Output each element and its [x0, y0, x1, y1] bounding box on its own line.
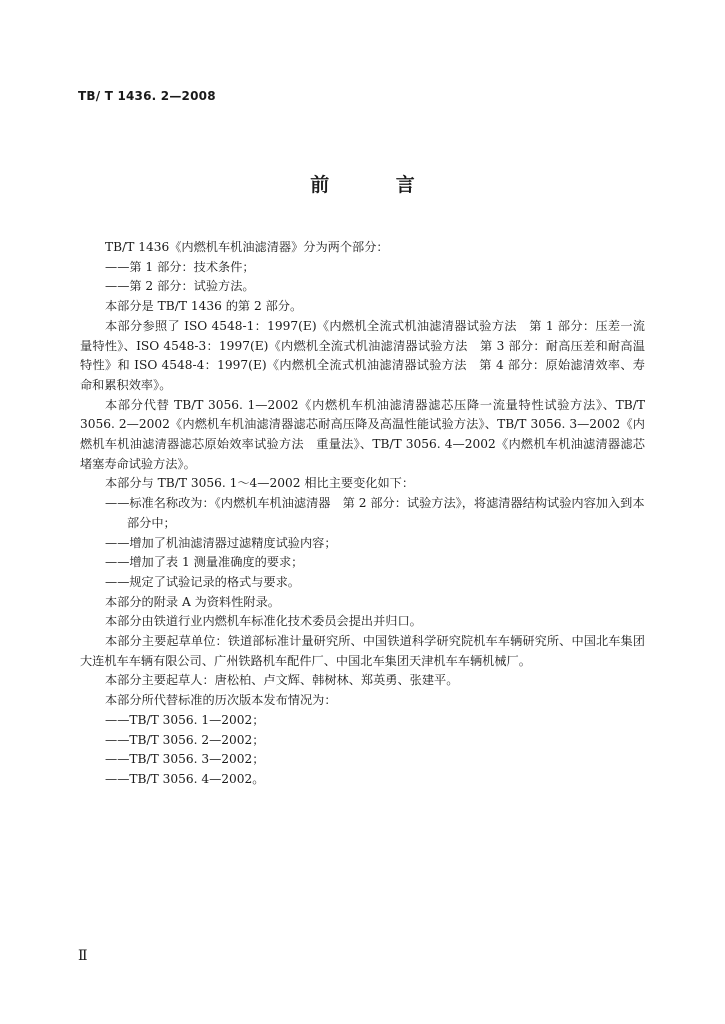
paragraph-this-part: 本部分是 TB/T 1436 的第 2 部分。 — [105, 299, 303, 314]
list-item-change-title: ——标准名称改为：《内燃机车机油滤清器 第 2 部分：试验方法》，将滤清器结构试验内容加入到本部分中； — [105, 496, 645, 530]
paragraph-references: 本部分参照了 ISO 4548-1：1997(E)《内燃机全流式机油滤清器试验方法 第 1 部分：压差一流量特性》、ISO 4548-3：1997(E)《内燃机全流式机油滤清器试验方法 第 3 部分：耐高压差和耐高温特性》和 ISO 4548-4：1997(E)《内燃机全流式机油滤清器试验方法 第 4 部分：原始滤清效率、寿命和累积效率》。 — [80, 318, 645, 392]
list-item-change-accuracy: ——增加了表 1 测量准确度的要求； — [105, 555, 304, 570]
paragraph-history-intro: 本部分所代替标准的历次版本发布情况为： — [105, 693, 337, 708]
paragraph-parts-intro: TB/T 1436《内燃机车机油滤清器》分为两个部分： — [105, 240, 389, 254]
list-item-history-1: ——TB/T 3056. 1—2002； — [105, 712, 265, 727]
list-item-history-4: ——TB/T 3056. 4—2002。 — [105, 771, 265, 786]
paragraph-proposer: 本部分由铁道行业内燃机车标准化技术委员会提出并归口。 — [105, 614, 422, 629]
list-item-history-2: ——TB/T 3056. 2—2002； — [105, 732, 265, 747]
standard-code: TB/ T 1436. 2—2008 — [78, 89, 216, 103]
list-item-history-3: ——TB/T 3056. 3—2002； — [105, 752, 265, 767]
page-number: Ⅱ — [78, 948, 88, 964]
list-item-part2: ——第 2 部分：试验方法。 — [105, 279, 255, 294]
paragraph-drafting-units: 本部分主要起草单位：铁道部标准计量研究所、中国铁道科学研究院机车车辆研究所、中国北车集团大连机车车辆有限公司、广州铁路机车配件厂、中国北车集团天津机车车辆机械厂。 — [80, 634, 645, 668]
paragraph-drafters: 本部分主要起草人：唐松柏、卢文辉、韩树林、郑英勇、张建平。 — [105, 673, 459, 688]
paragraph-annex: 本部分的附录 A 为资料性附录。 — [105, 594, 280, 609]
foreword-body — [80, 238, 645, 790]
paragraph-replaces: 本部分代替 TB/T 3056. 1—2002《内燃机车机油滤清器滤芯压降一流量特性试验方法》、TB/T 3056. 2—2002《内燃机车机油滤清器滤芯耐高压降及高温性能试验方法》、TB/T 3056. 3—2002《内燃机车机油滤清器滤芯原始效率试验方法 重量法》、TB/T 3056. 4—2002《内燃机车机油滤清器滤芯堵塞寿命试验方法》。 — [80, 397, 645, 471]
page-title: 前 言 — [310, 174, 445, 196]
paragraph-changes-intro: 本部分与 TB/T 3056. 1～4—2002 相比主要变化如下： — [105, 476, 415, 491]
list-item-change-precision: ——增加了机油滤清器过滤精度试验内容； — [105, 535, 337, 550]
list-item-change-records: ——规定了试验记录的格式与要求。 — [105, 574, 300, 589]
list-item-part1: ——第 1 部分：技术条件； — [105, 259, 255, 274]
